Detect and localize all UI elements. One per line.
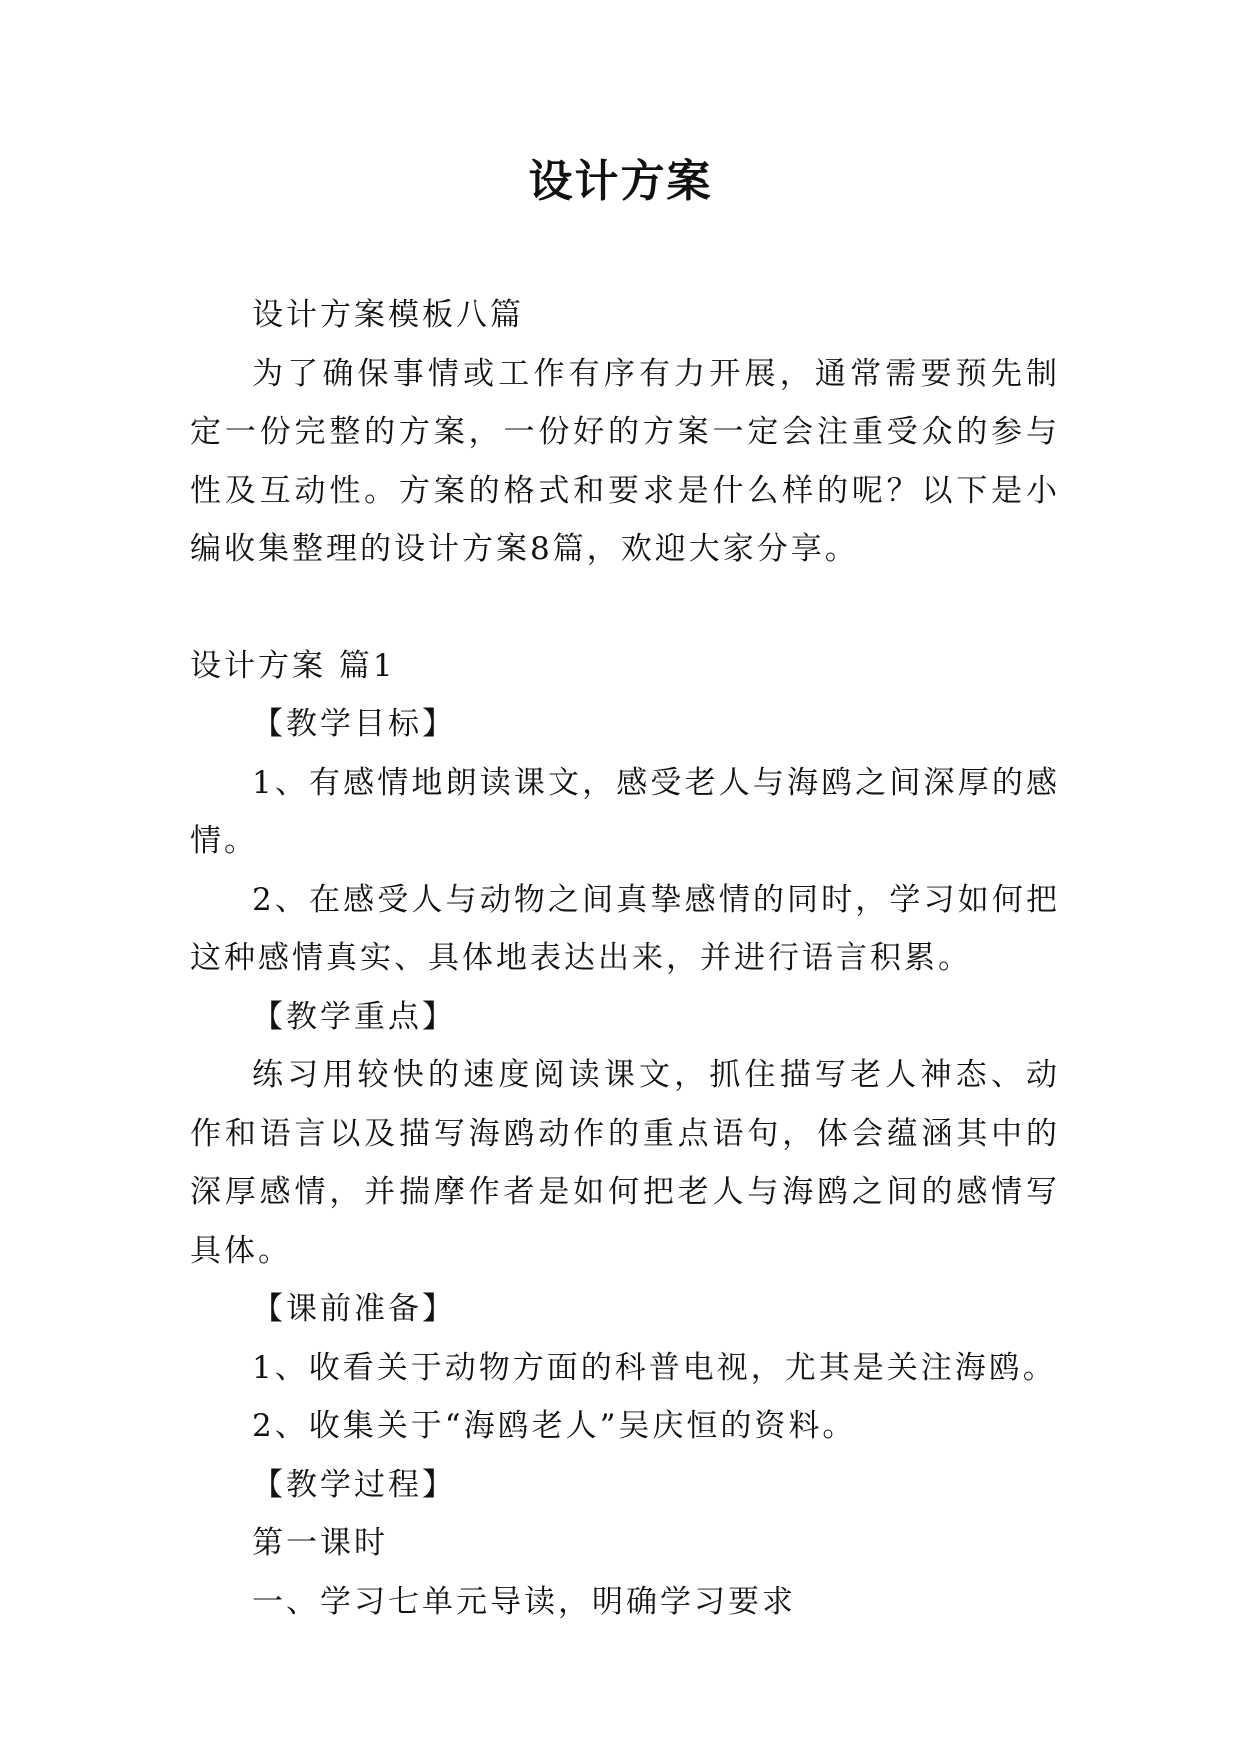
document-body xyxy=(190,286,1060,1631)
spacer xyxy=(190,579,1060,637)
process-heading: 【教学过程】 xyxy=(252,1466,456,1503)
key-points-heading: 【教学重点】 xyxy=(252,998,456,1035)
page-title: 设计方案 xyxy=(528,156,713,207)
teaching-goals-heading: 【教学目标】 xyxy=(252,706,456,742)
prep-item-1: 1、收看关于动物方面的科普电视，尤其是关注海鸥。 xyxy=(252,1349,1057,1386)
goal-1: 1、有感情地朗读课文，感受老人与海鸥之间深厚的感情。 xyxy=(190,764,1060,859)
prep-item-2: 2、收集关于“海鸥老人”吴庆恒的资料。 xyxy=(252,1408,857,1444)
section-heading: 设计方案 篇1 xyxy=(190,647,396,684)
lesson-label: 第一课时 xyxy=(252,1525,388,1561)
goal-2: 2、在感受人与动物之间真挚感情的同时，学习如何把这种感情真实、具体地表达出来，并进行语言积累。 xyxy=(190,881,1060,976)
key-points-paragraph: 练习用较快的速度阅读课文，抓住描写老人神态、动作和语言以及描写海鸥动作的重点语句，体会蕴涵其中的深厚感情，并揣摩作者是如何把老人与海鸥之间的感情写具体。 xyxy=(190,1057,1060,1269)
step-1: 一、学习七单元导读，明确学习要求 xyxy=(252,1583,796,1620)
preparation-heading: 【课前准备】 xyxy=(252,1291,456,1327)
intro-paragraph: 为了确保事情或工作有序有力开展，通常需要预先制定一份完整的方案，一份好的方案一定会注重受众的参与性及互动性。方案的格式和要求是什么样的呢？以下是小编收集整理的设计方案8篇，欢迎大家分享。 xyxy=(190,355,1060,567)
subtitle: 设计方案模板八篇 xyxy=(252,297,524,333)
